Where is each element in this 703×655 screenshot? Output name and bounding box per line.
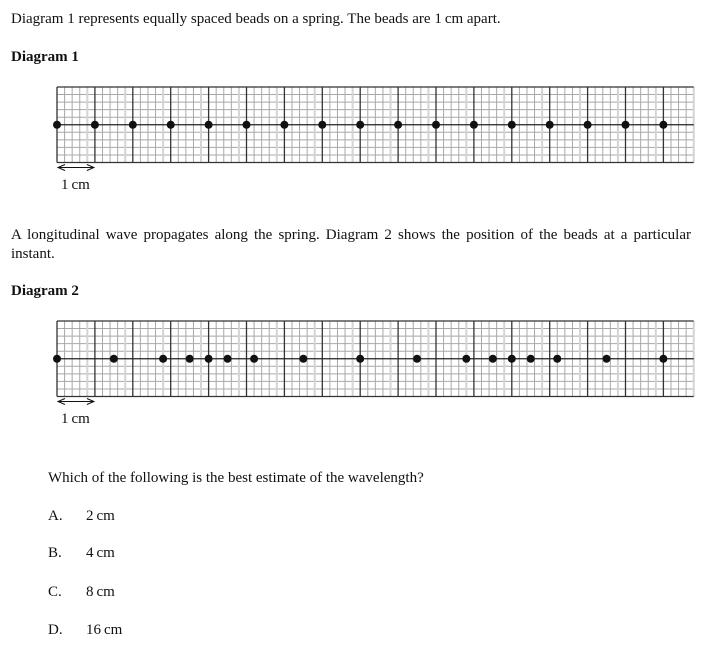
diagram1-heading: Diagram 1 [11, 49, 79, 65]
option-c-letter: C. [48, 584, 62, 600]
scale-arrow-icon [58, 165, 94, 171]
bead [508, 355, 516, 363]
bead [186, 355, 194, 363]
question-text: Which of the following is the best estimate of the wavelength? [48, 470, 424, 486]
diagram1-scale-label: 1 cm [61, 177, 90, 193]
bead [462, 355, 470, 363]
option-c[interactable] [0, 583, 200, 603]
bead [508, 121, 516, 129]
bead [356, 355, 364, 363]
scale-arrow-icon [58, 399, 94, 405]
diagram1 [50, 82, 695, 172]
bead [159, 355, 167, 363]
bead [470, 121, 478, 129]
paragraph2-text: A longitudinal wave propagates along the spring. Diagram 2 shows the position of the beads at a particular instant. [11, 227, 691, 262]
option-d[interactable] [0, 621, 200, 641]
bead [250, 355, 258, 363]
bead [432, 121, 440, 129]
bead [53, 355, 61, 363]
bead [280, 121, 288, 129]
option-d-value: 16 cm [86, 622, 123, 638]
option-a-value: 2 cm [86, 508, 115, 524]
option-b[interactable] [0, 544, 200, 564]
bead [299, 355, 307, 363]
option-d-letter: D. [48, 622, 63, 638]
diagram2 [50, 316, 695, 406]
bead [205, 355, 213, 363]
bead [553, 355, 561, 363]
bead [53, 121, 61, 129]
bead [622, 121, 630, 129]
bead [659, 355, 667, 363]
bead [603, 355, 611, 363]
bead [110, 355, 118, 363]
bead [129, 121, 137, 129]
bead [243, 121, 251, 129]
bead [394, 121, 402, 129]
bead [318, 121, 326, 129]
bead [489, 355, 497, 363]
bead [91, 121, 99, 129]
bead [584, 121, 592, 129]
bead [224, 355, 232, 363]
intro-text: Diagram 1 represents equally spaced beads on a spring. The beads are 1 cm apart. [11, 11, 501, 27]
diagram1-grid [50, 82, 695, 172]
bead [659, 121, 667, 129]
bead [527, 355, 535, 363]
option-b-value: 4 cm [86, 545, 115, 561]
diagram2-scale-label: 1 cm [61, 411, 90, 427]
diagram2-grid [50, 316, 695, 406]
bead [356, 121, 364, 129]
option-b-letter: B. [48, 545, 62, 561]
diagram2-heading: Diagram 2 [11, 283, 79, 299]
option-a-letter: A. [48, 508, 63, 524]
bead [205, 121, 213, 129]
bead [413, 355, 421, 363]
option-c-value: 8 cm [86, 584, 115, 600]
option-a[interactable] [0, 507, 200, 527]
bead [546, 121, 554, 129]
bead [167, 121, 175, 129]
